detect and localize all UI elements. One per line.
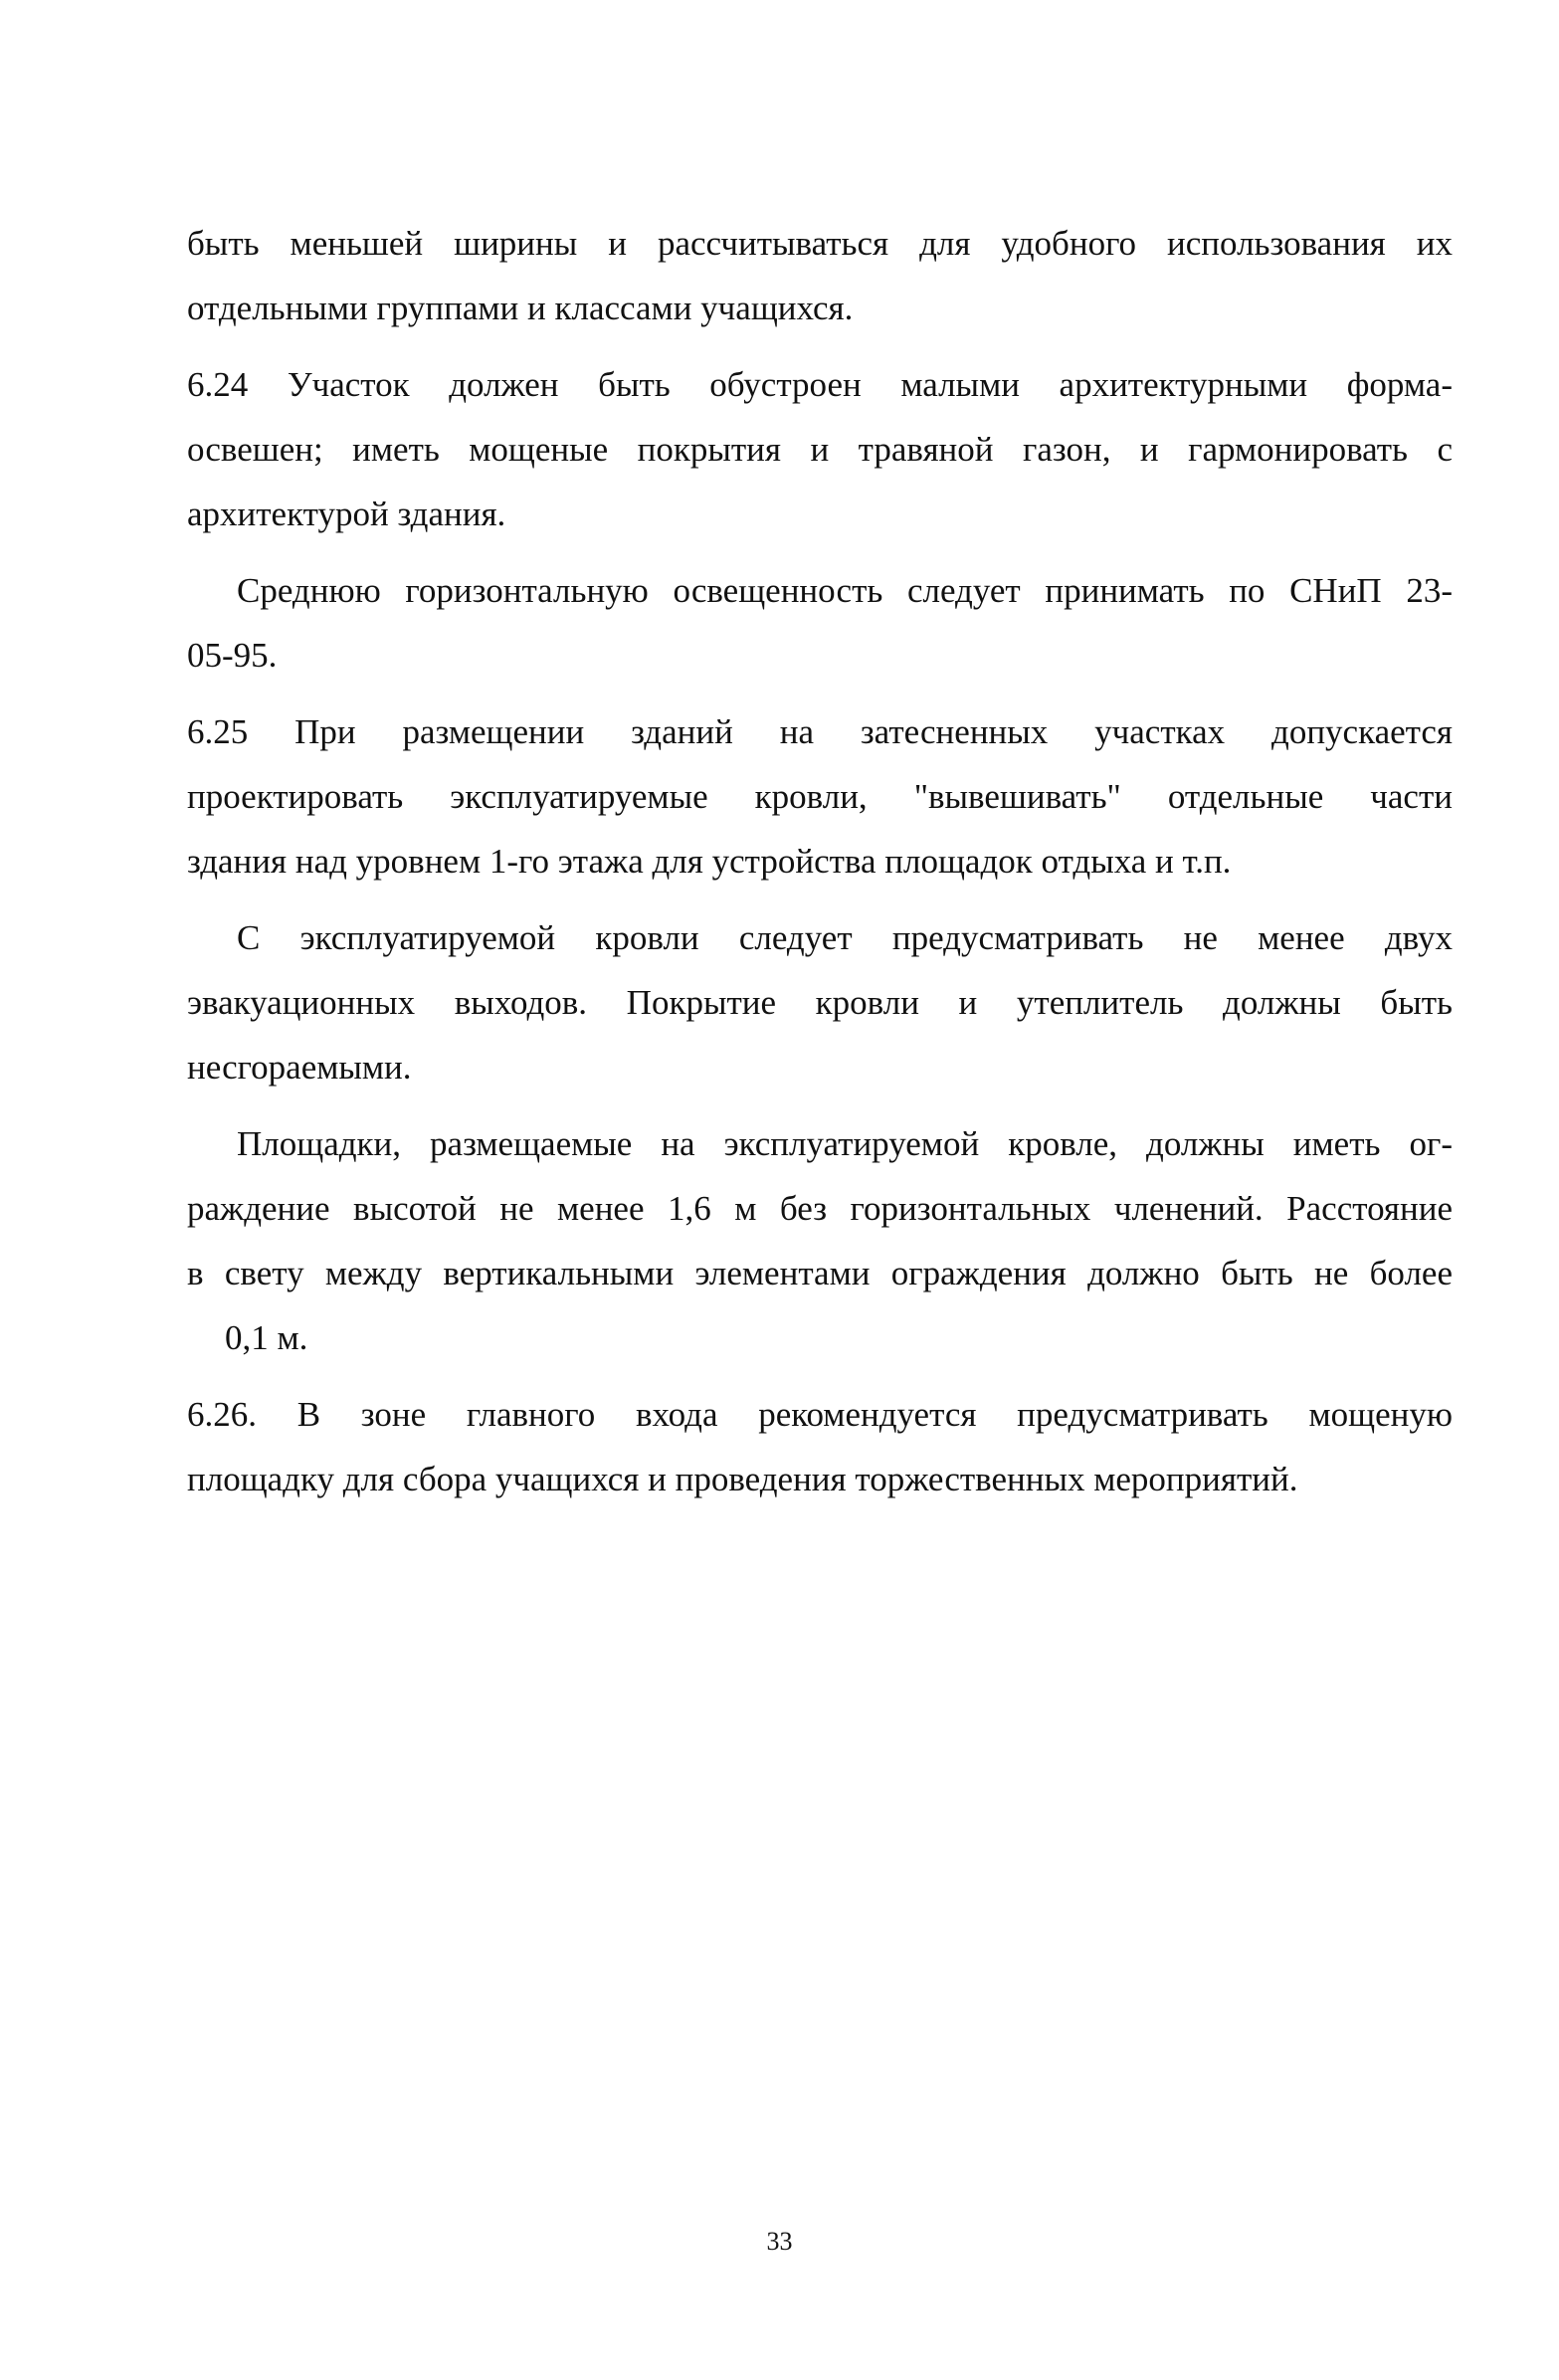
text-line: 05-95. <box>187 636 278 675</box>
text-line: Площадки, размещаемые на эксплуатируемой кровле, должны иметь ог- <box>237 1124 1453 1163</box>
paragraph-6-24 <box>187 352 1453 546</box>
text-line: эвакуационных выходов. Покрытие кровли и утеплитель должны быть <box>187 983 1453 1022</box>
text-line: С эксплуатируемой кровли следует предусматривать не менее двух <box>237 918 1453 957</box>
text-line: здания над уровнем 1-го этажа для устройства площадок отдыха и т.п. <box>187 842 1232 881</box>
paragraph-6-26 <box>187 1382 1453 1511</box>
text-line: освешен; иметь мощеные покрытия и травяной газон, и гармонировать с <box>187 430 1453 469</box>
text-line: в свету между вертикальными элементами ограждения должно быть не более <box>187 1254 1453 1292</box>
text-line: 6.25 При размещении зданий на затесненных участках допускается <box>187 712 1453 751</box>
paragraph-illumination <box>187 558 1453 688</box>
paragraph-6-25 <box>187 699 1453 893</box>
text-line: 6.24 Участок должен быть обустроен малыми архитектурными форма- <box>187 365 1453 404</box>
text-line: 6.26. В зоне главного входа рекомендуется предусматривать мощеную <box>187 1395 1453 1434</box>
text-line: быть меньшей ширины и рассчитываться для удобного использования их <box>187 224 1453 263</box>
paragraph-roof-exits <box>187 905 1453 1099</box>
document-body <box>187 211 1453 1511</box>
text-line: отдельными группами и классами учащихся. <box>187 289 854 327</box>
text-line: площадку для сбора учащихся и проведения торжественных мероприятий. <box>187 1460 1298 1498</box>
text-line: проектировать эксплуатируемые кровли, "вывешивать" отдельные части <box>187 777 1453 816</box>
text-line: раждение высотой не менее 1,6 м без горизонтальных членений. Расстояние <box>187 1189 1453 1228</box>
text-line: несгораемыми. <box>187 1048 412 1087</box>
text-line: 0,1 м. <box>225 1318 308 1357</box>
page-number: 33 <box>766 2227 793 2256</box>
text-line: Среднюю горизонтальную освещенность следует принимать по СНиП 23- <box>237 571 1453 610</box>
paragraph-roof-platforms <box>187 1111 1453 1370</box>
paragraph-continuation <box>187 211 1453 340</box>
text-line: архитектурой здания. <box>187 495 506 533</box>
